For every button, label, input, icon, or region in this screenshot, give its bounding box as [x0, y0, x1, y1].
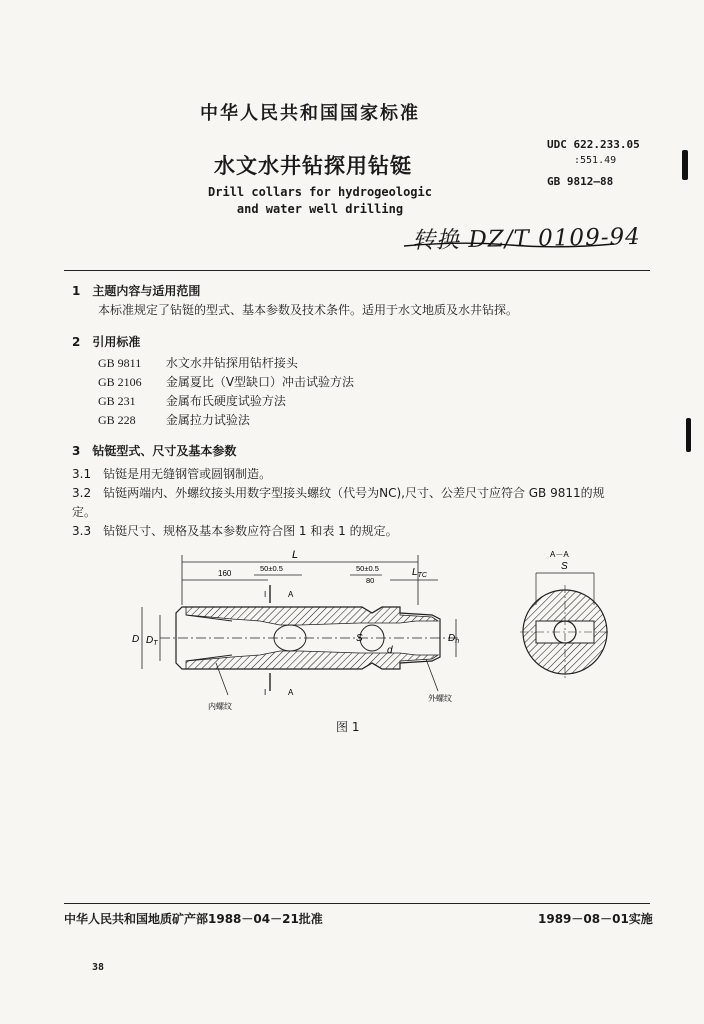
approval-line: 中华人民共和国地质矿产部1988－04－21批准 — [64, 912, 323, 926]
label-Dn: $D_n$ — [448, 633, 460, 645]
label-160: 160 — [218, 569, 232, 578]
handwritten-note: 转换 DZ/T 0109-94 — [411, 224, 641, 254]
gb-number: GB 9812—88 — [547, 175, 614, 188]
label-inner-thread: 内螺纹 — [208, 702, 232, 711]
scan-mark-top — [682, 150, 688, 180]
reference-code: GB 2106 — [98, 375, 142, 389]
reference-title: 金属夏比（V型缺口）冲击试验方法 — [165, 375, 355, 389]
section-2-title: 2 引用标准 — [72, 335, 141, 349]
label-outer-thread: 外螺纹 — [428, 694, 452, 703]
english-title — [190, 184, 450, 218]
reference-item — [98, 373, 354, 390]
section-1-title: 1 主题内容与适用范围 — [72, 284, 201, 298]
clause-3-1: 3.1 钻铤是用无缝钢管或圆钢制造。 — [72, 467, 272, 481]
udc-code: UDC 622.233.05 — [547, 138, 640, 151]
handwritten-underline — [400, 238, 620, 254]
section-3-title: 3 钻铤型式、尺寸及基本参数 — [72, 444, 237, 458]
section-1-text: 本标准规定了钻铤的型式、基本参数及技术条件。适用于水文地质及水井钻探。 — [98, 303, 519, 317]
leader-outer-thread — [426, 659, 438, 691]
label-d: d — [387, 645, 393, 656]
clause-3-2: 3.2 钻铤两端内、外螺纹接头用数字型接头螺纹（代号为NC),尺寸、公差尺寸应符合 GB 9811的规 — [72, 486, 605, 500]
label-80: 80 — [366, 576, 375, 585]
label-A-bottom: A — [288, 688, 294, 697]
label-S: S — [356, 633, 363, 644]
label-section-A-A: A－A — [550, 550, 569, 559]
reference-title: 金属拉力试验法 — [165, 413, 250, 427]
reference-title: 水文水井钻探用钻杆接头 — [165, 356, 298, 370]
reference-title: 金属布氏硬度试验方法 — [165, 394, 286, 408]
reference-code: GB 9811 — [98, 356, 142, 370]
reference-code: GB 228 — [98, 413, 136, 427]
clause-3-3: 3.3 钻铤尺寸、规格及基本参数应符合图 1 和表 1 的规定。 — [72, 524, 398, 538]
label-I-bottom: I — [264, 688, 267, 697]
reference-item — [98, 354, 298, 371]
header-rule — [64, 270, 650, 271]
label-L: L — [292, 549, 299, 561]
english-title-line-2: and water well drilling — [236, 202, 404, 216]
effective-date: 1989－08－01实施 — [538, 912, 653, 926]
label-section-S: S — [561, 561, 568, 572]
label-50-right: 50±0.5 — [356, 564, 379, 573]
udc-code-continued: :551.49 — [574, 155, 617, 166]
drill-collar-drawing — [120, 545, 640, 715]
label-D: D — [132, 634, 140, 645]
english-title-line-1: Drill collars for hydrogeologic — [208, 185, 432, 199]
reference-item — [98, 392, 286, 409]
label-DT: $D_T$ — [146, 635, 158, 647]
label-I-top: I — [264, 590, 267, 599]
label-50-left: 50±0.5 — [260, 564, 283, 573]
document-title: 水文水井钻探用钻铤 — [214, 154, 412, 178]
lower-wall-section — [186, 651, 438, 669]
label-A-top: A — [288, 590, 294, 599]
footer-rule — [64, 903, 650, 904]
label-ltc: $L_{TC}$ — [412, 567, 427, 579]
clause-3-2-continued: 定。 — [72, 505, 97, 519]
upper-wall-section — [186, 607, 438, 625]
page-number: 38 — [92, 962, 105, 973]
figure-caption: 图 1 — [336, 720, 360, 734]
standard-title: 中华人民共和国国家标准 — [200, 103, 420, 124]
reference-item — [98, 411, 250, 428]
reference-code: GB 231 — [98, 394, 136, 408]
scan-mark-middle — [686, 418, 691, 452]
